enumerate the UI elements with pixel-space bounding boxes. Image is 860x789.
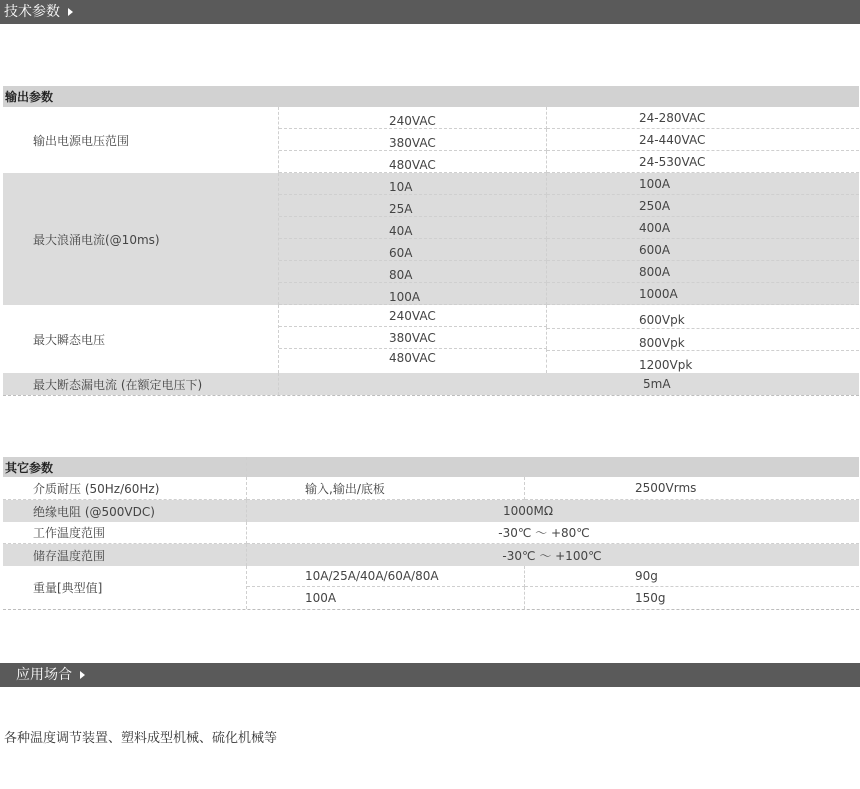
voltage-output-range-2: 24-440VAC xyxy=(547,129,859,151)
voltage-output-range-3: 24-530VAC xyxy=(547,151,859,173)
output-params-header: 输出参数 xyxy=(3,86,859,107)
insulation-value: 1000MΩ xyxy=(247,500,859,522)
weight-model-2: 100A xyxy=(247,587,525,609)
leakage-empty-cell xyxy=(279,373,547,395)
voltage-input-380: 380VAC xyxy=(279,129,547,151)
caret-right-icon xyxy=(68,8,73,16)
voltage-output-range-1: 24-280VAC xyxy=(547,107,859,129)
surge-current-label: 最大浪涌电流(@10ms) xyxy=(3,173,279,305)
weight-model-1: 10A/25A/40A/60A/80A xyxy=(247,566,525,587)
surge-rating-25a: 25A xyxy=(279,195,547,217)
application-description: 各种温度调节装置、塑料成型机械、硫化机械等 xyxy=(4,731,278,746)
op-temp-label: 工作温度范围 xyxy=(3,522,247,544)
section-header-application xyxy=(0,663,860,687)
storage-temp-label: 储存温度范围 xyxy=(3,544,247,566)
caret-right-icon xyxy=(80,671,85,679)
surge-value-3: 400A xyxy=(547,217,859,239)
dielectric-label: 介质耐压 (50Hz/60Hz) xyxy=(3,477,247,500)
dielectric-value: 2500Vrms xyxy=(525,477,859,500)
weight-label: 重量[典型值] xyxy=(3,566,247,609)
surge-value-6: 1000A xyxy=(547,283,859,305)
section-title-application: 应用场合 xyxy=(16,667,72,683)
voltage-range-label: 输出电源电压范围 xyxy=(3,107,279,173)
surge-rating-60a: 60A xyxy=(279,239,547,261)
weight-value-1: 90g xyxy=(525,566,859,587)
section-header-tech xyxy=(0,0,860,24)
leakage-current-value: 5mA xyxy=(547,373,859,395)
transient-value-2: 800Vpk xyxy=(547,329,859,351)
other-params-table xyxy=(3,457,859,609)
insulation-label: 绝缘电阻 (@500VDC) xyxy=(3,500,247,522)
dielectric-condition: 输入,输出/底板 xyxy=(247,477,525,500)
surge-rating-10a: 10A xyxy=(279,173,547,195)
transient-value-3: 1200Vpk xyxy=(639,358,693,372)
surge-rating-40a: 40A xyxy=(279,217,547,239)
weight-value-2: 150g xyxy=(635,591,666,605)
surge-rating-100a: 100A xyxy=(279,283,547,305)
other-params-header-blank xyxy=(247,457,859,477)
surge-value-2: 250A xyxy=(547,195,859,217)
transient-input-480: 480VAC xyxy=(279,349,547,373)
voltage-input-480: 480VAC xyxy=(279,151,547,173)
other-params-header: 其它参数 xyxy=(3,457,247,477)
surge-value-4: 600A xyxy=(547,239,859,261)
transient-input-240: 240VAC xyxy=(279,305,547,327)
surge-value-5: 800A xyxy=(547,261,859,283)
section-title-tech: 技术参数 xyxy=(4,4,60,20)
transient-value-1: 600Vpk xyxy=(547,305,859,329)
surge-value-1: 100A xyxy=(547,173,859,195)
surge-rating-80a: 80A xyxy=(279,261,547,283)
op-temp-value: -30℃ ～ +80℃ xyxy=(247,522,859,544)
storage-temp-value: -30℃ ～ +100℃ xyxy=(247,544,859,566)
transient-voltage-label: 最大瞬态电压 xyxy=(3,305,279,373)
leakage-current-label: 最大断态漏电流 (在额定电压下) xyxy=(3,373,279,395)
output-params-table xyxy=(3,86,859,395)
transient-input-380: 380VAC xyxy=(279,327,547,349)
voltage-input-240: 240VAC xyxy=(279,107,547,129)
